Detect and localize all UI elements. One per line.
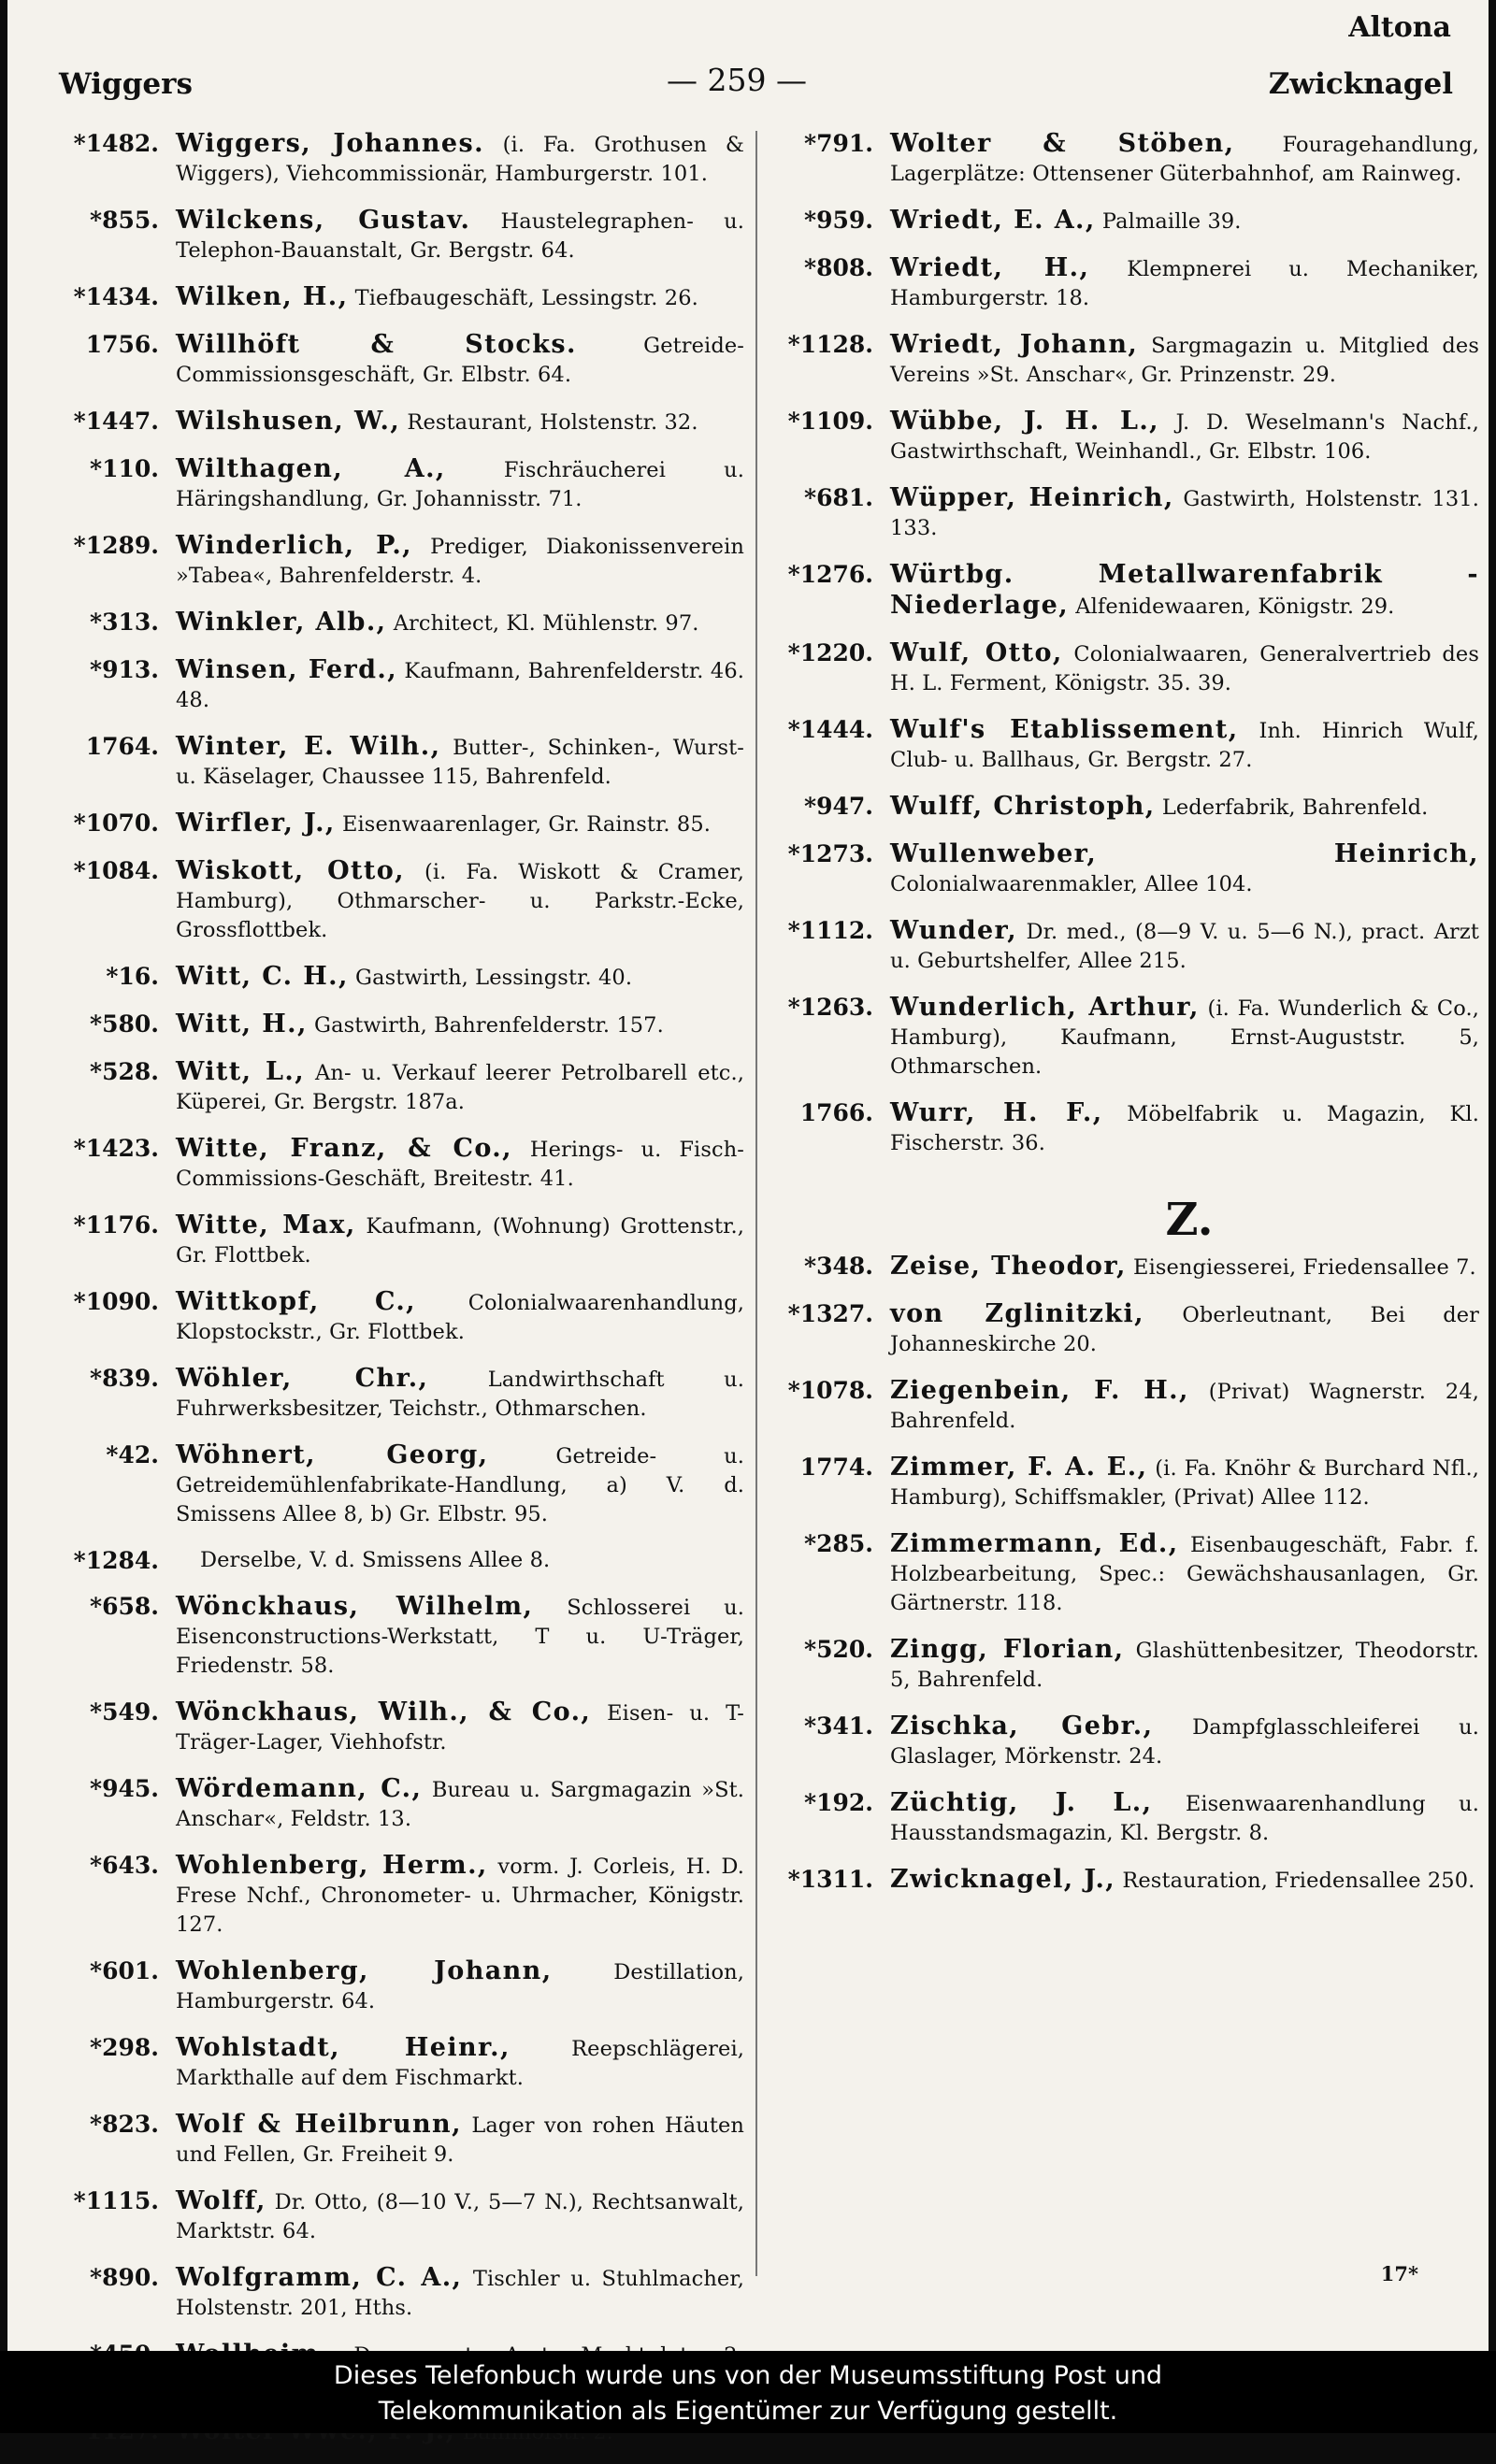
entry-text <box>176 809 711 839</box>
phone-number: *1423. <box>73 1135 159 1162</box>
subscriber-name: Wiggers, Johannes. <box>176 129 484 158</box>
directory-entry <box>52 1774 744 1834</box>
subscriber-details: Kaufmann, Bahrenfelderstr. 46. 48. <box>176 659 744 712</box>
ownership-footer <box>0 2351 1496 2433</box>
subscriber-details: Colonialwaaren, Generalvertrieb des H. L. Ferment, Königstr. 35. 39. <box>890 642 1479 695</box>
phone-number: *1128. <box>787 331 873 358</box>
entry-text <box>176 856 744 945</box>
phone-number: *1115. <box>73 2187 159 2214</box>
entry-text <box>176 454 744 514</box>
directory-entry <box>52 1057 744 1117</box>
phone-number: *549. <box>90 1698 159 1726</box>
phone-number: *643. <box>90 1852 159 1879</box>
entry-text <box>890 1712 1479 1771</box>
entry-text <box>176 1698 744 1757</box>
column-divider <box>755 131 757 2276</box>
subscriber-details: Glashüttenbesitzer, Theodorstr. 5, Bahrenfeld. <box>890 1639 1479 1692</box>
directory-entry <box>769 1376 1479 1436</box>
phone-number: *1090. <box>73 1288 159 1315</box>
directory-entry <box>769 1865 1479 1896</box>
subscriber-name: Wönckhaus, Wilhelm, <box>176 1592 534 1621</box>
subscriber-details: Eisen- u. T-Träger-Lager, Viehhofstr. <box>176 1701 744 1755</box>
subscriber-name: Wunderlich, Arthur, <box>890 993 1200 1022</box>
subscriber-details: Derselbe, V. d. Smissens Allee 8. <box>200 1548 551 1572</box>
subscriber-details: Schlosserei u. Eisenconstructions-Werkstatt, T u. U-Träger, Friedenstr. 58. <box>176 1596 744 1678</box>
subscriber-name: Wilckens, Gustav. <box>176 206 471 235</box>
phone-number: *348. <box>804 1253 873 1280</box>
entry-text <box>176 1774 744 1834</box>
entry-text <box>176 129 744 189</box>
directory-entry <box>52 1546 744 1575</box>
phone-number: *1112. <box>787 917 873 944</box>
phone-number: *959. <box>804 207 873 234</box>
subscriber-name: Witt, L., <box>176 1057 306 1086</box>
phone-number: *298. <box>90 2034 159 2061</box>
subscriber-details: vorm. J. Corleis, H. D. Frese Nchf., Chronometer- u. Uhrmacher, Königstr. 127. <box>176 1855 744 1937</box>
entry-text <box>890 1788 1479 1848</box>
subscriber-name: Wübbe, J. H. L., <box>890 407 1159 436</box>
subscriber-name: Wriedt, E. A., <box>890 206 1096 235</box>
directory-entry <box>769 1712 1479 1771</box>
phone-number: *681. <box>804 484 873 511</box>
entry-text <box>176 531 744 591</box>
directory-entry <box>769 839 1479 899</box>
subscriber-details: (i. Fa. Grothusen & Wiggers), Viehcommissionär, Hamburgerstr. 101. <box>176 133 744 186</box>
subscriber-details: Kaufmann, (Wohnung) Grottenstr., Gr. Flottbek. <box>176 1214 744 1268</box>
subscriber-name: Winderlich, P., <box>176 531 412 560</box>
subscriber-details: Tiefbaugeschäft, Lessingstr. 26. <box>354 286 698 310</box>
entry-text <box>176 1546 550 1575</box>
phone-number: *528. <box>90 1058 159 1085</box>
directory-entry <box>52 2186 744 2246</box>
entry-text <box>176 1057 744 1117</box>
entry-text <box>176 1851 744 1940</box>
directory-entry <box>769 715 1479 775</box>
entry-text <box>176 732 744 792</box>
phone-number: *1276. <box>787 561 873 588</box>
entry-text <box>176 330 744 390</box>
subscriber-name: Wirfler, J., <box>176 809 336 838</box>
subscriber-name: Witt, H., <box>176 1010 308 1039</box>
subscriber-details: Landwirthschaft u. Fuhrwerksbesitzer, Teichstr., Othmarschen. <box>176 1368 744 1421</box>
directory-entry <box>52 655 744 715</box>
directory-entry <box>769 1529 1479 1618</box>
directory-entry <box>52 2263 744 2323</box>
phone-number: *1220. <box>787 639 873 666</box>
subscriber-details: Reepschlägerei, Markthalle auf dem Fischmarkt. <box>176 2037 744 2090</box>
subscriber-name: Wunder, <box>890 916 1018 945</box>
phone-number: *839. <box>90 1365 159 1392</box>
directory-entry <box>52 129 744 189</box>
subscriber-details: Getreide- u. Getreidemühlenfabrikate-Handlung, a) V. d. Smissens Allee 8, b) Gr. Elbstr. 95. <box>176 1444 744 1526</box>
directory-entry <box>769 483 1479 543</box>
left-column <box>52 129 744 2464</box>
phone-number: *601. <box>90 1957 159 1984</box>
directory-entry <box>52 1956 744 2016</box>
subscriber-details: An- u. Verkauf leerer Petrolbarell etc., Küperei, Gr. Bergstr. 187a. <box>176 1061 744 1114</box>
subscriber-details: Architect, Kl. Mühlenstr. 97. <box>393 611 699 636</box>
subscriber-details: (i. Fa. Wiskott & Cramer, Hamburg), Othmarscher- u. Parkstr.-Ecke, Grossflottbek. <box>176 860 744 942</box>
subscriber-details: Haustelegraphen- u. Telephon-Bauanstalt, Gr. Bergstr. 64. <box>176 209 744 263</box>
directory-entry <box>52 2033 744 2093</box>
phone-number: *1070. <box>73 809 159 837</box>
subscriber-details: Eisenbaugeschäft, Fabr. f. Holzbearbeitung, Spec.: Gewächshausanlagen, Gr. Gärtnerstr. 118. <box>890 1533 1479 1615</box>
subscriber-details: Dr. med., (8—9 V. u. 5—6 N.), pract. Arzt u. Geburtshelfer, Allee 215. <box>890 920 1479 973</box>
directory-entry <box>769 129 1479 189</box>
phone-number: 1756. <box>85 331 159 358</box>
entry-text <box>176 2263 744 2323</box>
subscriber-details: Butter-, Schinken-, Wurst- u. Käselager, Chaussee 115, Bahrenfeld. <box>176 736 744 789</box>
subscriber-name: Wulff, Christoph, <box>890 792 1156 821</box>
entry-text <box>890 206 1242 236</box>
subscriber-details: Oberleutnant, Bei der Johanneskirche 20. <box>890 1303 1479 1356</box>
phone-number: *1078. <box>787 1377 873 1404</box>
entry-text <box>890 1098 1479 1158</box>
subscriber-details: (i. Fa. Wunderlich & Co., Hamburg), Kaufmann, Ernst-Auguststr. 5, Othmarschen. <box>890 996 1479 1079</box>
phone-number: *1311. <box>787 1866 873 1893</box>
subscriber-details: Möbelfabrik u. Magazin, Kl. Fischerstr. 36. <box>890 1102 1479 1155</box>
phone-number: 1766. <box>799 1099 873 1126</box>
directory-entry <box>52 454 744 514</box>
phone-number: 1764. <box>85 733 159 760</box>
phone-number: *658. <box>90 1593 159 1620</box>
phone-number: *945. <box>90 1775 159 1802</box>
entry-text <box>176 1010 664 1040</box>
entry-text <box>176 1364 744 1424</box>
directory-entry <box>52 531 744 591</box>
directory-entry <box>52 962 744 993</box>
subscriber-name: Zischka, Gebr., <box>890 1712 1154 1741</box>
entry-text <box>176 2186 744 2246</box>
phone-number: *192. <box>804 1789 873 1816</box>
directory-entry <box>52 732 744 792</box>
directory-entry <box>769 1299 1479 1359</box>
subscriber-name: Zeise, Theodor, <box>890 1252 1127 1281</box>
directory-entry <box>769 1635 1479 1695</box>
phone-number: *1434. <box>73 283 159 310</box>
subscriber-details: Tischler u. Stuhlmacher, Holstenstr. 201, Hths. <box>176 2267 744 2320</box>
directory-entry <box>769 993 1479 1082</box>
directory-entry <box>769 407 1479 466</box>
subscriber-name: Witte, Franz, & Co., <box>176 1134 512 1163</box>
entry-text <box>176 608 699 638</box>
subscriber-details: Bureau u. Sargmagazin »St. Anschar«, Feldstr. 13. <box>176 1778 744 1831</box>
subscriber-name: Wohlstadt, Heinr., <box>176 2033 511 2062</box>
phone-number: *1084. <box>73 857 159 884</box>
directory-entry <box>769 1252 1479 1282</box>
subscriber-name: Winkler, Alb., <box>176 608 387 637</box>
directory-entry <box>769 560 1479 622</box>
subscriber-details: Gastwirth, Holstenstr. 131. 133. <box>890 487 1479 540</box>
entry-text <box>176 962 632 993</box>
subscriber-details: Dr. Otto, (8—10 V., 5—7 N.), Rechtsanwalt, Marktstr. 64. <box>176 2190 744 2243</box>
entry-text <box>890 483 1479 543</box>
subscriber-name: Zimmer, F. A. E., <box>890 1453 1148 1482</box>
directory-entry <box>52 206 744 265</box>
subscriber-details: Eisenwaarenlager, Gr. Rainstr. 85. <box>341 812 712 837</box>
directory-entry <box>769 638 1479 698</box>
entry-text <box>890 1252 1476 1282</box>
directory-entry <box>52 1211 744 1270</box>
phone-number: *823. <box>90 2111 159 2138</box>
phone-number: *947. <box>804 793 873 820</box>
directory-entry <box>769 1788 1479 1848</box>
subscriber-name: Wullenweber, Heinrich, <box>890 839 1479 868</box>
phone-number: *1263. <box>787 994 873 1021</box>
entry-text <box>176 206 744 265</box>
subscriber-name: Willhöft & Stocks. <box>176 330 577 359</box>
directory-entry <box>52 407 744 437</box>
subscriber-name: von Zglinitzki, <box>890 1299 1144 1328</box>
subscriber-details: Eisenwaarenhandlung u. Hausstandsmagazin, Kl. Bergstr. 8. <box>890 1792 1479 1845</box>
entry-text <box>890 1376 1479 1436</box>
phone-number: *913. <box>90 656 159 683</box>
subscriber-name: Wittkopf, C., <box>176 1287 416 1316</box>
subscriber-name: Wöhnert, Georg, <box>176 1440 489 1469</box>
subscriber-name: Wulf, Otto, <box>890 638 1063 667</box>
section-heading-z: Z. <box>1165 1194 1214 1246</box>
subscriber-name: Wolf & Heilbrunn, <box>176 2110 462 2139</box>
phone-number: 1774. <box>799 1454 873 1481</box>
directory-entry <box>52 1134 744 1194</box>
phone-number: *285. <box>804 1530 873 1557</box>
subscriber-details: Dampfglasschleiferei u. Glaslager, Mörkenstr. 24. <box>890 1715 1479 1769</box>
footer-line-2: Telekommunikation als Eigentümer zur Verfügung gestellt. <box>378 2397 1118 2426</box>
subscriber-details: J. D. Weselmann's Nachf., Gastwirthschaft, Weinhandl., Gr. Elbstr. 106. <box>890 410 1479 464</box>
subscriber-details: (i. Fa. Knöhr & Burchard Nfl., Hamburg), Schiffsmakler, (Privat) Allee 112. <box>890 1456 1479 1510</box>
subscriber-details: Colonialwaarenmakler, Allee 104. <box>890 872 1253 896</box>
phone-number: *791. <box>804 130 873 157</box>
entry-text <box>890 560 1479 622</box>
entry-text <box>176 2033 744 2093</box>
entry-text <box>890 715 1479 775</box>
subscriber-details: (Privat) Wagnerstr. 24, Bahrenfeld. <box>890 1380 1479 1433</box>
subscriber-details: Fouragehandlung, Lagerplätze: Ottensener Güterbahnhof, am Rainweg. <box>890 133 1479 186</box>
directory-entry <box>52 1010 744 1040</box>
subscriber-name: Wohlenberg, Johann, <box>176 1956 553 1985</box>
entry-text <box>176 407 698 437</box>
subscriber-name: Wördemann, C., <box>176 1774 423 1803</box>
phone-number: *580. <box>90 1010 159 1038</box>
subscriber-name: Zwicknagel, J., <box>890 1865 1116 1894</box>
subscriber-name: Wüpper, Heinrich, <box>890 483 1174 512</box>
phone-number: *110. <box>90 455 159 482</box>
phone-number: *890. <box>90 2264 159 2291</box>
directory-entry <box>769 1453 1479 1512</box>
subscriber-name: Wohlenberg, Herm., <box>176 1851 488 1880</box>
entry-text <box>890 1299 1479 1359</box>
signature-mark: 17* <box>1380 2262 1418 2285</box>
subscriber-details: Alfenidewaaren, Königstr. 29. <box>1075 595 1395 619</box>
entry-text <box>176 1211 744 1270</box>
entry-text <box>176 282 698 313</box>
right-column <box>769 129 1479 1912</box>
phone-number: *520. <box>804 1636 873 1663</box>
subscriber-name: Wurr, H. F., <box>890 1098 1103 1127</box>
footer-line-1: Dieses Telefonbuch wurde uns von der Museumsstiftung Post und <box>333 2361 1163 2390</box>
subscriber-name: Winter, E. Wilh., <box>176 732 441 761</box>
directory-entry <box>52 856 744 945</box>
subscriber-details: Getreide-Commissionsgeschäft, Gr. Elbstr. 64. <box>176 334 744 387</box>
entry-text <box>176 1134 744 1194</box>
entry-text <box>890 330 1479 390</box>
right-running-head: Zwicknagel <box>1268 67 1453 101</box>
entry-text <box>176 1956 744 2016</box>
phone-number: *16. <box>106 963 159 990</box>
subscriber-name: Wönckhaus, Wilh., & Co., <box>176 1698 592 1726</box>
directory-entry <box>52 608 744 638</box>
subscriber-details: Restaurant, Holstenstr. 32. <box>407 410 698 435</box>
subscriber-name: Züchtig, J. L., <box>890 1788 1153 1817</box>
entry-text <box>176 1287 744 1347</box>
entry-text <box>890 1635 1479 1695</box>
subscriber-name: Zimmermann, Ed., <box>890 1529 1179 1558</box>
subscriber-details: Gastwirth, Lessingstr. 40. <box>355 966 633 990</box>
phone-number: *42. <box>106 1441 159 1468</box>
directory-entry <box>52 330 744 390</box>
subscriber-name: Wriedt, H., <box>890 253 1090 282</box>
subscriber-details: Colonialwaarenhandlung, Klopstockstr., Gr. Flottbek. <box>176 1291 744 1344</box>
subscriber-details: Sargmagazin u. Mitglied des Vereins »St. Anschar«, Gr. Prinzenstr. 29. <box>890 334 1479 387</box>
phone-number: *1482. <box>73 130 159 157</box>
entry-text <box>176 1592 744 1681</box>
phone-number: *808. <box>804 254 873 281</box>
directory-entry <box>52 809 744 839</box>
subscriber-details: Destillation, Hamburgerstr. 64. <box>176 1960 744 2013</box>
subscriber-name: Wolter & Stöben, <box>890 129 1235 158</box>
subscriber-name: Winsen, Ferd., <box>176 655 398 684</box>
subscriber-name: Witt, C. H., <box>176 962 349 991</box>
subscriber-name: Wulf's Etablissement, <box>890 715 1239 744</box>
phone-number: *1284. <box>73 1547 159 1574</box>
subscriber-details: Restauration, Friedensallee 250. <box>1122 1869 1475 1893</box>
entry-text <box>890 792 1428 823</box>
subscriber-details: Palmaille 39. <box>1101 209 1242 234</box>
entry-text <box>890 839 1479 899</box>
entry-text <box>890 1865 1474 1896</box>
directory-entry <box>52 1440 744 1529</box>
entry-text <box>890 1529 1479 1618</box>
entry-text <box>890 916 1479 976</box>
subscriber-details: Inh. Hinrich Wulf, Club- u. Ballhaus, Gr. Bergstr. 27. <box>890 719 1479 772</box>
phone-number: *1447. <box>73 408 159 435</box>
phone-number: *313. <box>90 609 159 636</box>
subscriber-name: Ziegenbein, F. H., <box>890 1376 1189 1405</box>
subscriber-name: Witte, Max, <box>176 1211 356 1239</box>
subscriber-details: Klempnerei u. Mechaniker, Hamburgerstr. 18. <box>890 257 1479 310</box>
subscriber-name: Würtbg. Metallwarenfabrik - Niederlage, <box>890 560 1479 620</box>
subscriber-name: Wilthagen, A., <box>176 454 446 483</box>
directory-page <box>7 0 1489 2351</box>
subscriber-details: Prediger, Diakonissenverein »Tabea«, Bahrenfelderstr. 4. <box>176 535 744 588</box>
entry-text <box>176 2110 744 2170</box>
directory-entry <box>769 792 1479 823</box>
entry-text <box>890 993 1479 1082</box>
phone-number: *341. <box>804 1712 873 1740</box>
subscriber-details: Lederfabrik, Bahrenfeld. <box>1161 795 1429 820</box>
z-entries <box>769 1252 1479 1896</box>
entry-text <box>890 1453 1479 1512</box>
left-running-head: Wiggers <box>59 67 193 101</box>
page-number: — 259 — <box>667 62 807 98</box>
subscriber-name: Wöhler, Chr., <box>176 1364 429 1393</box>
directory-entry <box>769 253 1479 313</box>
directory-entry <box>52 1287 744 1347</box>
entry-text <box>890 407 1479 466</box>
directory-entry <box>52 282 744 313</box>
phone-number: *1289. <box>73 532 159 559</box>
directory-entry <box>52 1364 744 1424</box>
directory-entry <box>769 916 1479 976</box>
subscriber-name: Wriedt, Johann, <box>890 330 1139 359</box>
subscriber-name: Wolff, <box>176 2186 266 2215</box>
entry-text <box>890 253 1479 313</box>
subscriber-details: Gastwirth, Bahrenfelderstr. 157. <box>314 1013 664 1038</box>
subscriber-name: Wolfgramm, C. A., <box>176 2263 463 2292</box>
subscriber-name: Wilshusen, W., <box>176 407 401 436</box>
entry-text <box>176 655 744 715</box>
subscriber-details: Eisengiesserei, Friedensallee 7. <box>1133 1255 1476 1280</box>
subscriber-name: Zingg, Florian, <box>890 1635 1125 1664</box>
phone-number: *1273. <box>787 840 873 867</box>
directory-entry <box>52 1851 744 1940</box>
directory-entry <box>52 1592 744 1681</box>
phone-number: *855. <box>90 207 159 234</box>
w-entries <box>769 129 1479 1158</box>
place-heading: Altona <box>1348 11 1451 44</box>
subscriber-details: Herings- u. Fisch-Commissions-Geschäft, Breitestr. 41. <box>176 1138 744 1191</box>
subscriber-name: Wiskott, Otto, <box>176 856 405 885</box>
entry-text <box>890 129 1479 189</box>
subscriber-details: Lager von rohen Häuten und Fellen, Gr. Freiheit 9. <box>176 2113 744 2167</box>
subscriber-details: Fischräucherei u. Häringshandlung, Gr. Johannisstr. 71. <box>176 458 744 511</box>
phone-number: *1444. <box>787 716 873 743</box>
directory-entry <box>769 1098 1479 1158</box>
phone-number: *1109. <box>787 408 873 435</box>
directory-entry <box>769 330 1479 390</box>
phone-number: *1176. <box>73 1211 159 1239</box>
entry-text <box>176 1440 744 1529</box>
directory-entry <box>769 206 1479 236</box>
directory-entry <box>52 1698 744 1757</box>
directory-entry <box>52 2110 744 2170</box>
subscriber-name: Wilken, H., <box>176 282 349 311</box>
phone-number: *1327. <box>787 1300 873 1327</box>
entry-text <box>890 638 1479 698</box>
